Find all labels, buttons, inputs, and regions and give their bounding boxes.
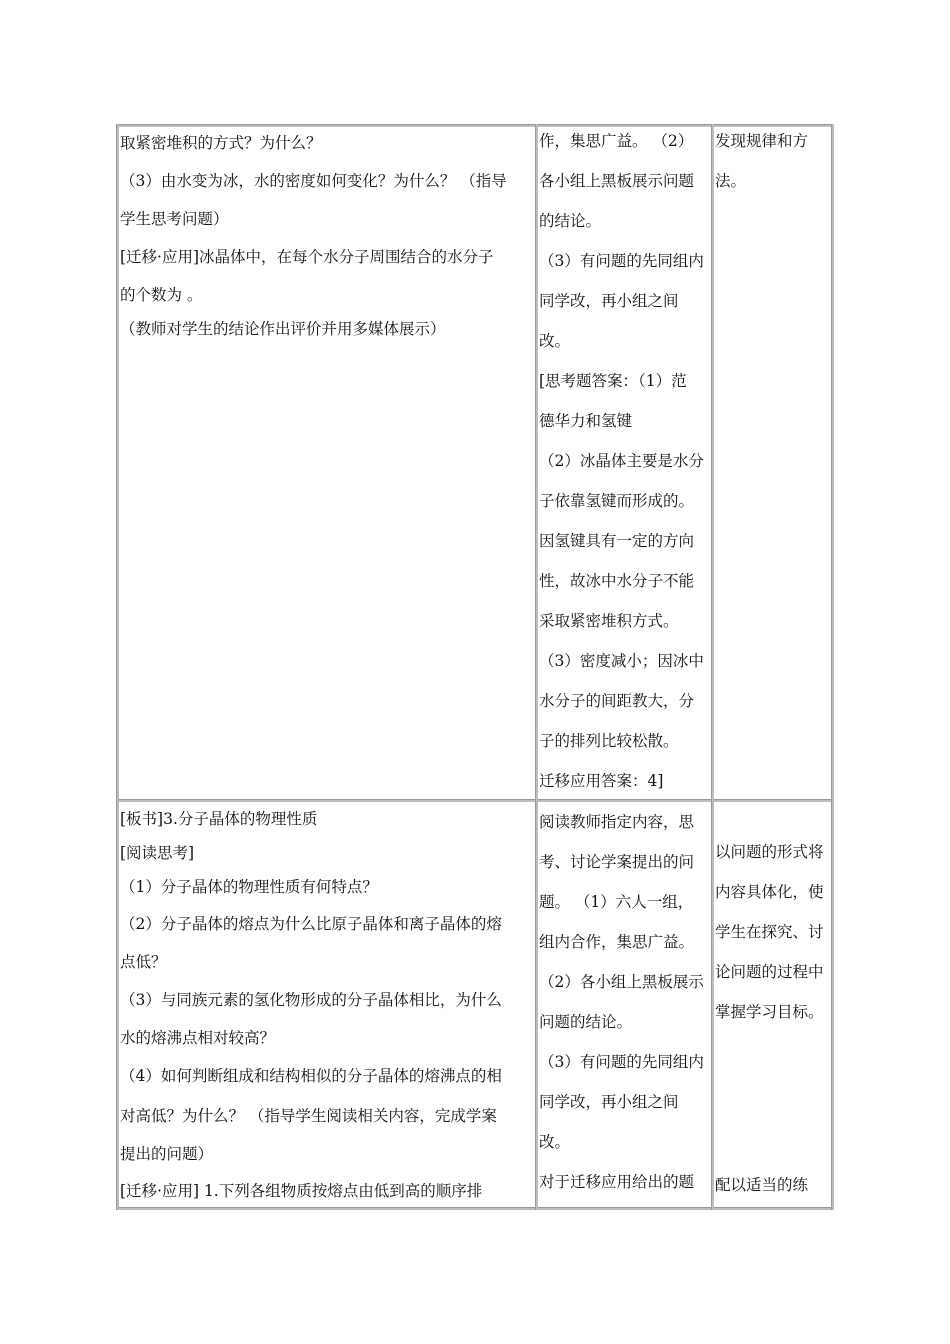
- row1-student-activity-cell: [539, 121, 711, 796]
- text-line: （教师对学生的结论作出评价并用多媒体展示）: [120, 320, 446, 338]
- row2-design-intent-cell: [715, 802, 831, 1207]
- text-line: （4）如何判断组成和结构相似的分子晶体的熔沸点的相: [120, 1067, 502, 1085]
- text-line: 性，故冰中水分子不能: [539, 572, 695, 590]
- text-line: 改。: [539, 332, 571, 350]
- text-line: 发现规律和方: [715, 132, 809, 150]
- text-line: 掌握学习目标。: [715, 1003, 824, 1021]
- text-line: 的结论。: [539, 212, 602, 230]
- text-line: 德华力和氢键: [539, 412, 633, 430]
- text-line: （2）冰晶体主要是水分: [539, 452, 704, 470]
- row2-teacher-activity-cell: [120, 802, 534, 1207]
- text-line: （3）由水变为冰，水的密度如何变化？为什么？ （指导: [120, 172, 507, 190]
- text-line: 子的排列比较松散。: [539, 732, 679, 750]
- text-line: （2）分子晶体的熔点为什么比原子晶体和离子晶体的熔: [120, 915, 502, 933]
- text-line: 阅读教师指定内容，思: [539, 813, 695, 831]
- text-line: [板书]3.分子晶体的物理性质: [120, 810, 318, 828]
- text-line: 问题的结论。: [539, 1013, 633, 1031]
- text-line: 对高低？为什么？ （指导学生阅读相关内容，完成学案: [120, 1107, 497, 1125]
- text-line: （3）密度减小；因冰中: [539, 652, 704, 670]
- text-line: （3）有问题的先同组内: [539, 1053, 704, 1071]
- text-line: 点低？: [120, 953, 167, 971]
- text-line: 法。: [715, 172, 747, 190]
- text-line: 题。 （1）六人一组，: [539, 893, 694, 911]
- row1-teacher-activity-cell: [120, 124, 534, 796]
- text-line: 对于迁移应用给出的题: [539, 1173, 695, 1191]
- text-line: 迁移应用答案：4]: [539, 772, 664, 790]
- text-line: 配以适当的练: [715, 1176, 809, 1194]
- text-line: 提出的问题）: [120, 1145, 214, 1163]
- text-line: 同学改，再小组之间: [539, 1093, 679, 1111]
- text-line: 因氢键具有一定的方向: [539, 532, 695, 550]
- table-left-border: [116, 124, 119, 1210]
- text-line: （3）与同族元素的氢化物形成的分子晶体相比，为什么: [120, 991, 502, 1009]
- text-line: 采取紧密堆积方式。: [539, 612, 679, 630]
- text-line: 以问题的形式将: [715, 843, 824, 861]
- text-line: 各小组上黑板展示问题: [539, 172, 695, 190]
- text-line: 水的熔沸点相对较高？: [120, 1029, 276, 1047]
- text-line: [迁移·应用]冰晶体中，在每个水分子周围结合的水分子: [120, 248, 494, 266]
- text-line: [思考题答案：（1）范: [539, 372, 687, 390]
- text-line: 学生在探究、讨: [715, 923, 824, 941]
- column-divider-1: [535, 124, 538, 1210]
- text-line: 学生思考问题）: [120, 210, 229, 228]
- row2-student-activity-cell: [539, 802, 711, 1207]
- text-line: 子依靠氢键而形成的。: [539, 492, 695, 510]
- text-line: 的个数为 。: [120, 286, 203, 304]
- text-line: 水分子的间距教大，分: [539, 692, 695, 710]
- column-divider-2: [711, 124, 714, 1210]
- text-line: 同学改，再小组之间: [539, 292, 679, 310]
- text-line: 论问题的过程中: [715, 963, 824, 981]
- lesson-plan-table: [116, 124, 834, 1212]
- table-bottom-border: [116, 1207, 834, 1210]
- text-line: [阅读思考]: [120, 844, 195, 862]
- text-line: 组内合作，集思广益。: [539, 933, 695, 951]
- table-right-border: [831, 124, 834, 1210]
- text-line: （3）有问题的先同组内: [539, 252, 704, 270]
- text-line: （2）各小组上黑板展示: [539, 973, 704, 991]
- text-line: 考、讨论学案提出的问: [539, 853, 695, 871]
- row1-design-intent-cell: [715, 121, 831, 796]
- text-line: （1）分子晶体的物理性质有何特点？: [120, 878, 378, 896]
- text-line: 作，集思广益。 （2）: [539, 132, 694, 150]
- text-line: 内容具体化，使: [715, 883, 824, 901]
- text-line: 取紧密堆积的方式？为什么？: [120, 134, 322, 152]
- text-line: [迁移·应用] 1.下列各组物质按熔点由低到高的顺序排: [120, 1182, 483, 1200]
- text-line: 改。: [539, 1133, 571, 1151]
